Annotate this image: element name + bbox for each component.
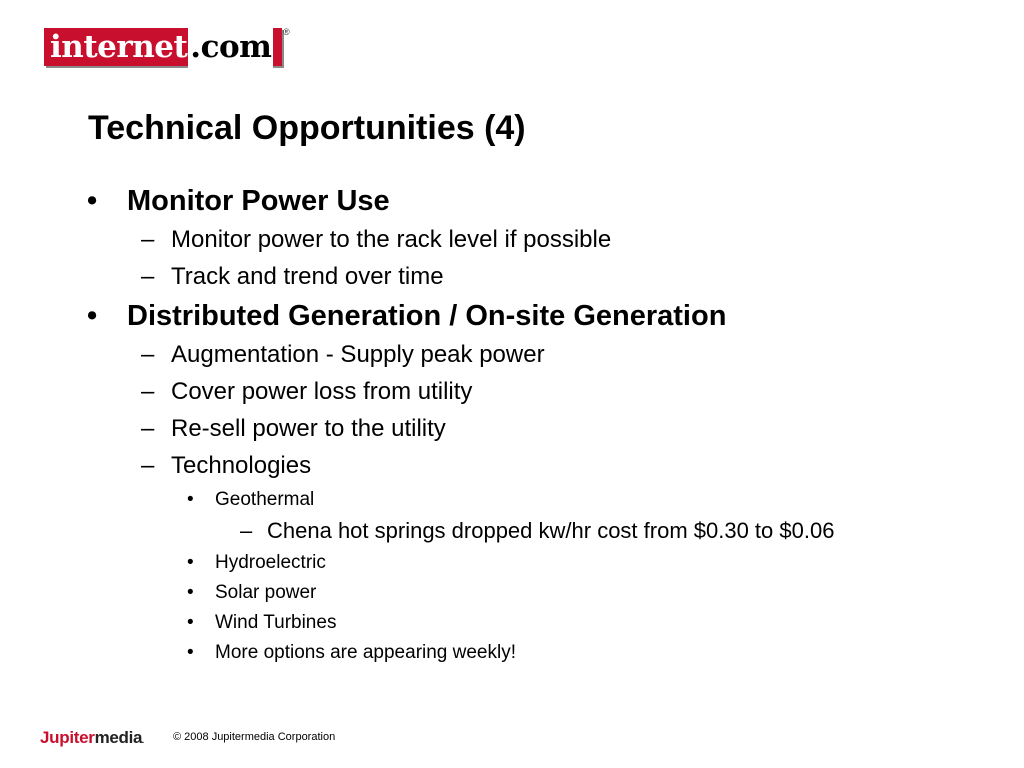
bullet-dash-marker: –	[240, 518, 253, 543]
bullet-text: Track and trend over time	[171, 263, 444, 290]
copyright-text: © 2008 Jupitermedia Corporation	[173, 731, 336, 743]
bullet-text: Monitor Power Use	[127, 185, 390, 217]
bullet-item-level-2	[0, 339, 1024, 371]
bullet-dot-marker: •	[187, 582, 194, 603]
bullet-item-level-4	[0, 517, 1024, 545]
internet-com-logo	[44, 28, 282, 66]
bullet-dash-marker: –	[141, 415, 155, 442]
bullet-text: Hydroelectric	[215, 552, 326, 573]
logo-dotcom-text: .com	[188, 28, 273, 68]
bullet-item-level-2	[0, 413, 1024, 445]
footer-brand-part1: Jupiter	[40, 728, 95, 747]
registered-mark: ®	[283, 27, 290, 37]
bullet-dash-marker: –	[141, 378, 155, 405]
bullet-dot-marker: •	[187, 612, 194, 633]
bullet-dot-marker: •	[87, 300, 98, 332]
bullet-text: Monitor power to the rack level if possible	[171, 226, 612, 253]
bullet-item-level-3	[0, 487, 1024, 513]
slide-title: Technical Opportunities (4)	[88, 109, 526, 147]
bullet-item-level-3	[0, 640, 1024, 666]
bullet-item-level-1	[0, 183, 1024, 219]
bullet-item-level-3	[0, 610, 1024, 636]
bullet-text: Distributed Generation / On-site Generation	[127, 300, 727, 332]
bullet-dot-marker: •	[187, 489, 194, 510]
bullet-dot-marker: •	[187, 552, 194, 573]
footer-brand-part2: media	[94, 728, 143, 747]
bullet-item-level-2	[0, 376, 1024, 408]
bullet-item-level-3	[0, 550, 1024, 576]
bullet-list	[0, 183, 1024, 670]
bullet-text: Solar power	[215, 582, 317, 603]
bullet-text: Cover power loss from utility	[171, 378, 473, 405]
bullet-item-level-2	[0, 224, 1024, 256]
logo-main-text: internet	[50, 28, 188, 65]
bullet-text: Technologies	[171, 452, 312, 479]
bullet-text: More options are appearing weekly!	[215, 642, 517, 663]
bullet-dash-marker: –	[141, 341, 155, 368]
bullet-dash-marker: –	[141, 226, 155, 253]
bullet-item-level-2	[0, 450, 1024, 482]
bullet-dot-marker: •	[87, 185, 98, 217]
bullet-text: Geothermal	[215, 489, 315, 510]
footer-brand-mark: .	[142, 738, 144, 745]
bullet-dash-marker: –	[141, 263, 155, 290]
bullet-text: Chena hot springs dropped kw/hr cost from $0.30 to $0.06	[267, 518, 835, 543]
jupitermedia-logo	[40, 729, 144, 746]
bullet-dot-marker: •	[187, 642, 194, 663]
bullet-text: Re-sell power to the utility	[171, 415, 446, 442]
bullet-text: Augmentation - Supply peak power	[171, 341, 545, 368]
bullet-item-level-3	[0, 580, 1024, 606]
bullet-text: Wind Turbines	[215, 612, 337, 633]
logo-wordmark	[44, 28, 273, 65]
bullet-dash-marker: –	[141, 452, 155, 479]
bullet-item-level-1	[0, 298, 1024, 334]
bullet-item-level-2	[0, 261, 1024, 293]
